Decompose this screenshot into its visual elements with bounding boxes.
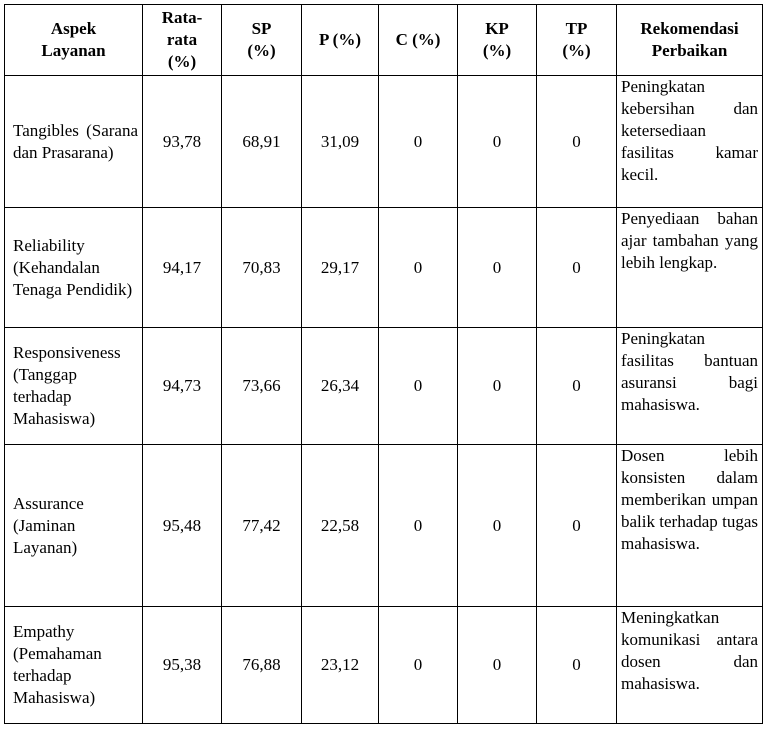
service-quality-table: [4, 4, 763, 724]
cell-sp: 70,83: [222, 208, 302, 328]
cell-p: 22,58: [302, 445, 379, 607]
cell-rata-rata: 94,17: [143, 208, 222, 328]
header-tp: TP (%): [537, 5, 617, 76]
cell-aspek: Reliability (Kehandalan Tenaga Pendidik): [5, 208, 143, 328]
header-kp: KP (%): [458, 5, 537, 76]
cell-rekomendasi: Peningkatan fasilitas bantuan asuransi bagi mahasiswa.: [617, 328, 763, 445]
cell-rekomendasi: Meningkatkan komunikasi antara dosen dan mahasiswa.: [617, 607, 763, 724]
cell-tp: 0: [537, 76, 617, 208]
cell-c: 0: [379, 607, 458, 724]
cell-aspek: Tangibles (Sarana dan Prasarana): [5, 76, 143, 208]
cell-sp: 77,42: [222, 445, 302, 607]
cell-p: 29,17: [302, 208, 379, 328]
cell-kp: 0: [458, 208, 537, 328]
cell-p: 23,12: [302, 607, 379, 724]
cell-kp: 0: [458, 607, 537, 724]
cell-p: 26,34: [302, 328, 379, 445]
cell-p: 31,09: [302, 76, 379, 208]
cell-sp: 68,91: [222, 76, 302, 208]
table-row: [5, 76, 763, 208]
header-p: P (%): [302, 5, 379, 76]
table-row: [5, 208, 763, 328]
cell-c: 0: [379, 328, 458, 445]
table-row: [5, 328, 763, 445]
cell-sp: 76,88: [222, 607, 302, 724]
header-aspek: Aspek Layanan: [5, 5, 143, 76]
header-rekomendasi: Rekomendasi Perbaikan: [617, 5, 763, 76]
cell-rekomendasi: Penyediaan bahan ajar tambahan yang lebih lengkap.: [617, 208, 763, 328]
cell-rata-rata: 93,78: [143, 76, 222, 208]
table-row: [5, 607, 763, 724]
cell-rata-rata: 95,48: [143, 445, 222, 607]
cell-rekomendasi: Peningkatan kebersihan dan ketersediaan fasilitas kamar kecil.: [617, 76, 763, 208]
cell-aspek: Responsiveness (Tanggap terhadap Mahasiswa): [5, 328, 143, 445]
cell-tp: 0: [537, 445, 617, 607]
cell-c: 0: [379, 76, 458, 208]
table-row: [5, 445, 763, 607]
cell-sp: 73,66: [222, 328, 302, 445]
header-sp: SP (%): [222, 5, 302, 76]
cell-tp: 0: [537, 328, 617, 445]
cell-c: 0: [379, 445, 458, 607]
cell-aspek: Assurance (Jaminan Layanan): [5, 445, 143, 607]
header-row: [5, 5, 763, 76]
cell-kp: 0: [458, 76, 537, 208]
cell-rata-rata: 94,73: [143, 328, 222, 445]
cell-tp: 0: [537, 208, 617, 328]
cell-rata-rata: 95,38: [143, 607, 222, 724]
cell-kp: 0: [458, 328, 537, 445]
header-c: C (%): [379, 5, 458, 76]
cell-rekomendasi: Dosen lebih konsisten dalam memberikan umpan balik terhadap tugas mahasiswa.: [617, 445, 763, 607]
cell-c: 0: [379, 208, 458, 328]
cell-aspek: Empathy (Pemahaman terhadap Mahasiswa): [5, 607, 143, 724]
cell-kp: 0: [458, 445, 537, 607]
header-rata-rata: Rata-rata (%): [143, 5, 222, 76]
cell-tp: 0: [537, 607, 617, 724]
